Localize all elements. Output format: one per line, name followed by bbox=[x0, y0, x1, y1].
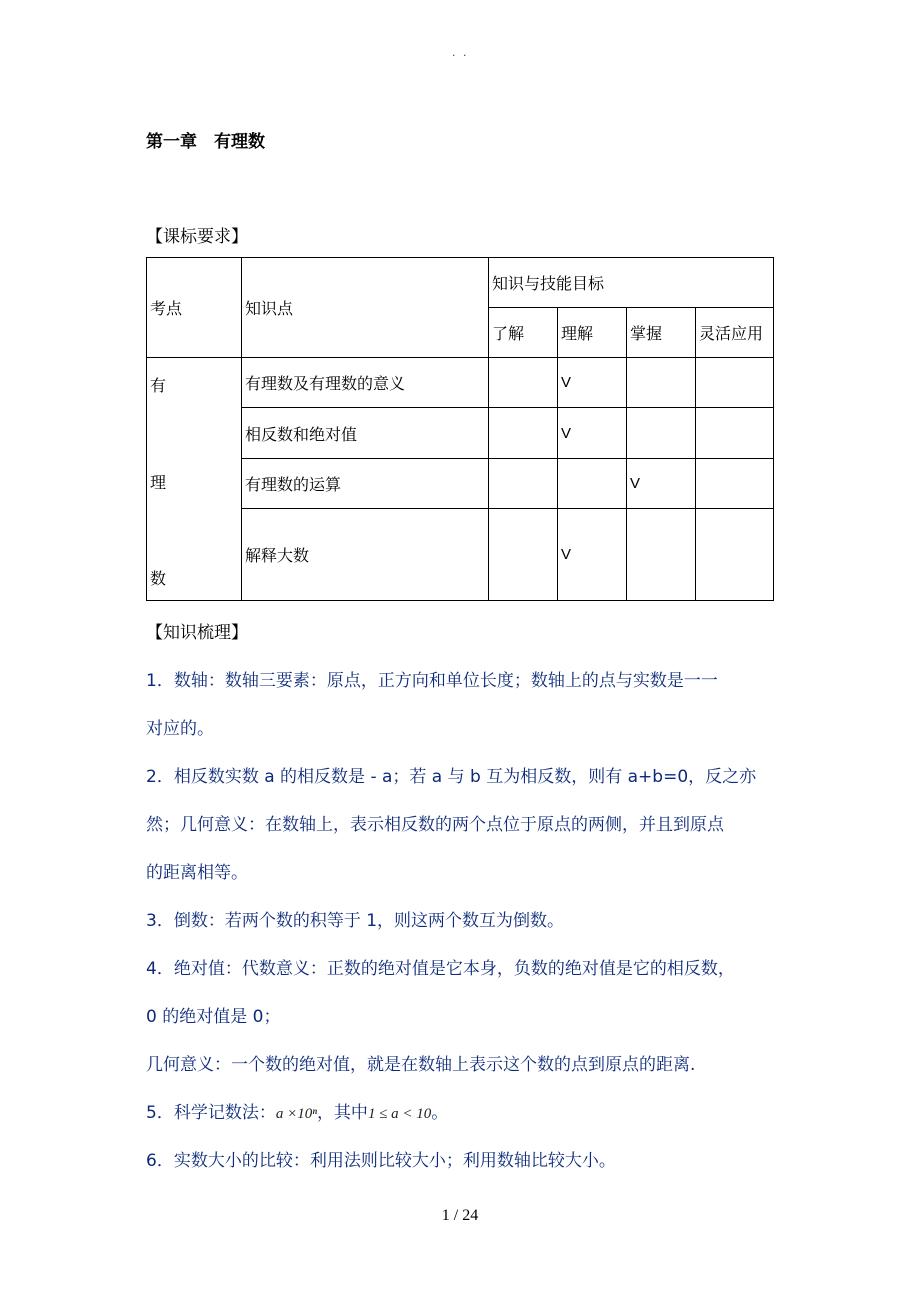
mark-cell bbox=[696, 408, 774, 459]
section-curriculum: 【课标要求】 bbox=[146, 227, 248, 247]
curriculum-table bbox=[146, 257, 774, 601]
text-line: 对应的。 bbox=[146, 719, 214, 739]
text-line: 的距离相等。 bbox=[146, 863, 248, 883]
knowledge-point: 解释大数 bbox=[242, 509, 489, 601]
header-kaodian: 考点 bbox=[147, 258, 242, 358]
mark-cell bbox=[489, 509, 558, 601]
knowledge-point: 有理数及有理数的意义 bbox=[242, 358, 489, 408]
item5-prefix: 5．科学记数法： bbox=[146, 1103, 276, 1123]
mark-cell bbox=[489, 459, 558, 509]
mark-cell bbox=[489, 358, 558, 408]
mark-cell: V bbox=[558, 408, 627, 459]
mark-cell bbox=[696, 358, 774, 408]
mark-cell bbox=[627, 408, 696, 459]
mark-cell bbox=[696, 459, 774, 509]
mark-cell bbox=[627, 509, 696, 601]
header-zhishidian: 知识点 bbox=[242, 258, 489, 358]
section-knowledge: 【知识梳理】 bbox=[146, 623, 248, 643]
mark-cell: V bbox=[558, 509, 627, 601]
knowledge-point: 相反数和绝对值 bbox=[242, 408, 489, 459]
item5-middle: ，其中 bbox=[316, 1103, 368, 1123]
header-mark: . . bbox=[452, 46, 469, 59]
text-line: 0 的绝对值是 0； bbox=[146, 1007, 281, 1027]
text-line: 1．数轴：数轴三要素：原点，正方向和单位长度；数轴上的点与实数是一一 bbox=[146, 671, 718, 691]
page-number: 1 / 24 bbox=[441, 1207, 479, 1224]
formula-a-times-10n: a ×10ⁿ bbox=[275, 1106, 317, 1122]
mark-cell: V bbox=[627, 459, 696, 509]
topic-char: 数 bbox=[150, 569, 167, 588]
mark-cell: V bbox=[558, 358, 627, 408]
mark-cell bbox=[696, 509, 774, 601]
mark-cell bbox=[558, 459, 627, 509]
knowledge-point: 有理数的运算 bbox=[242, 459, 489, 509]
text-line: 6．实数大小的比较：利用法则比较大小；利用数轴比较大小。 bbox=[146, 1151, 616, 1171]
mark-cell bbox=[627, 358, 696, 408]
chapter-title: 第一章 有理数 bbox=[146, 132, 265, 152]
level-header: 掌握 bbox=[627, 308, 696, 358]
header-goal: 知识与技能目标 bbox=[489, 258, 774, 308]
text-line: 3．倒数：若两个数的积等于 1，则这两个数互为倒数。 bbox=[146, 911, 565, 931]
level-header: 灵活应用 bbox=[696, 308, 774, 358]
topic-cell bbox=[147, 358, 242, 601]
item-scientific-notation bbox=[146, 1098, 448, 1123]
text-line: 4．绝对值：代数意义：正数的绝对值是它本身，负数的绝对值是它的相反数， bbox=[146, 959, 735, 979]
topic-char: 理 bbox=[150, 473, 167, 492]
text-line: 几何意义：一个数的绝对值，就是在数轴上表示这个数的点到原点的距离. bbox=[146, 1055, 696, 1075]
topic-char: 有 bbox=[150, 376, 167, 395]
formula-range: 1 ≤ a < 10 bbox=[367, 1106, 432, 1122]
mark-cell bbox=[489, 408, 558, 459]
item5-suffix: 。 bbox=[431, 1103, 449, 1123]
level-header: 了解 bbox=[489, 308, 558, 358]
level-header: 理解 bbox=[558, 308, 627, 358]
text-line: 然；几何意义：在数轴上，表示相反数的两个点位于原点的两侧，并且到原点 bbox=[146, 815, 724, 835]
text-line: 2．相反数实数 a 的相反数是 - a；若 a 与 b 互为相反数，则有 a+b=0，反之亦 bbox=[146, 767, 757, 787]
